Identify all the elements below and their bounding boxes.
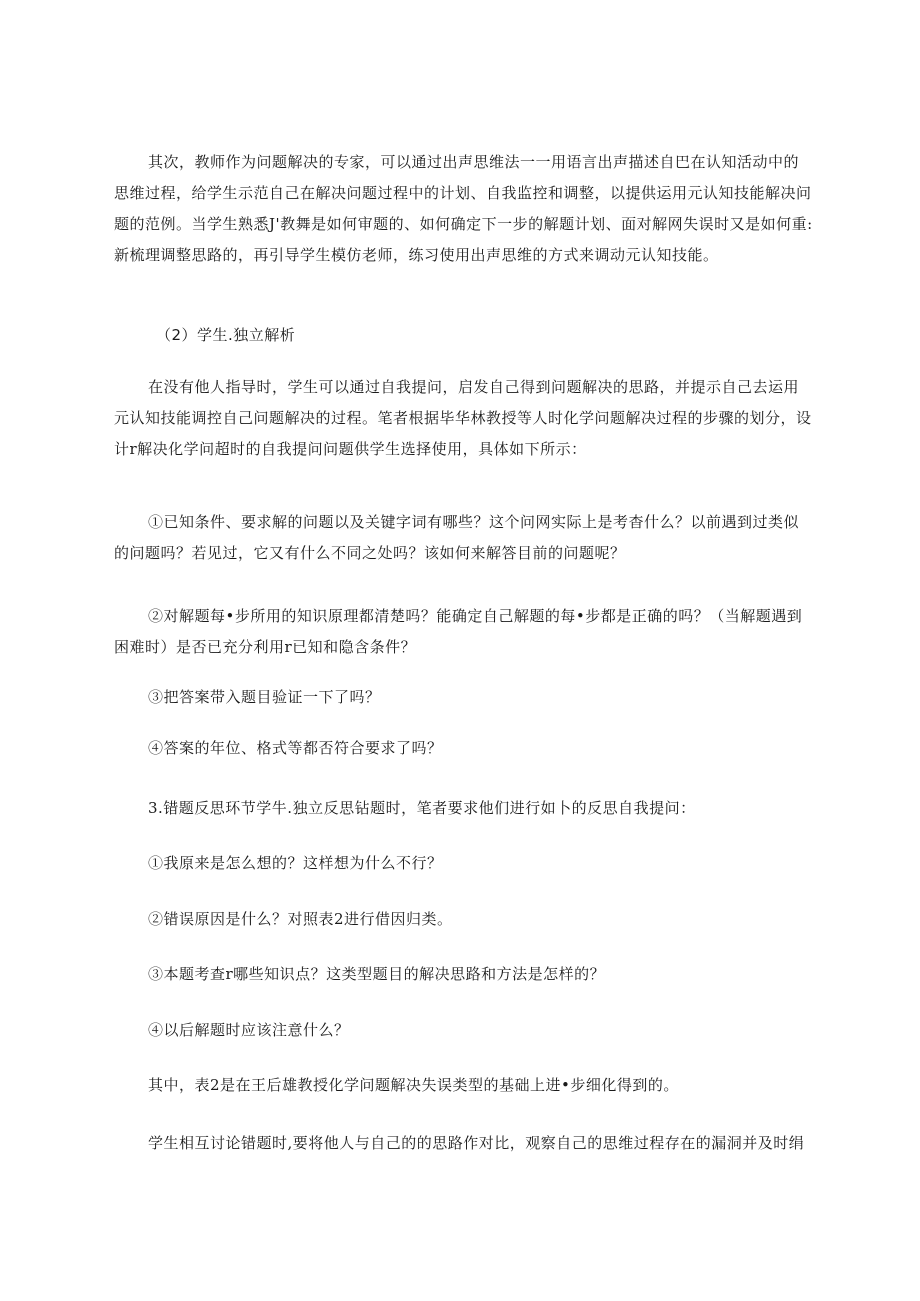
reflection-item-1: ①我原来是怎么想的？这样想为什么不行？ <box>148 854 443 872</box>
paragraph-peer-discussion: 学生相互讨论错题时,要将他人与自己的的思路作对比，观察自己的思维过程存在的漏洞并及时绢 <box>148 1134 805 1152</box>
question-item-4: ④答案的年位、格式等都否符合要求了吗？ <box>148 739 443 757</box>
reflection-item-4: ④以后解题时应该注意什么？ <box>148 1021 350 1039</box>
question-item-2: ②对解题每•步所用的知识原理都清楚吗？能确定自己解题的每•步都是正确的吗？（当解题遇到困难时）是否已充分利用r已知和隐含条件？ <box>114 607 803 656</box>
reflection-item-2: ②错误原因是什么？对照表2进行借因归类。 <box>148 910 453 928</box>
paragraph-self-questioning: 在没有他人指导时，学生可以通过自我提问，启发自己得到问题解决的思路，并提示自己去运用元认知技能调控自己问题解决的过程。笔者根据毕华林教授等人时化学问题解决过程的步骤的划分，设计r解决化学问超时的自我提问问题供学生选择使用，具体如下所示： <box>114 378 812 458</box>
question-item-3: ③把答案带入题目验证一下了吗？ <box>148 688 381 706</box>
section-heading-error-reflection: 3.错题反思环节学牛.独立反思钻题时，笔者要求他们进行如卜的反思自我提问： <box>148 799 696 817</box>
reflection-item-3: ③本题考查r哪些知识点？这类型题目的解决思路和方法是怎样的？ <box>148 965 606 983</box>
paragraph-table-note: 其中，表2是在王后雄教授化学问题解决失误类型的基础上进•步细化得到的。 <box>148 1076 679 1094</box>
paragraph-teacher-demonstration: 其次，教师作为问题解决的专家，可以通过出声思维法一一用语言出声描述自巴在认知活动中的思维过程，给学生示范自己在解决问题过程中的计划、自我监控和调整，以提供运用元认知技能解决问题的范例。当学生熟悉J'教舞是如何审题的、如何确定下一步的解题计划、面对解网失误时又是如何重:新梳理调整思路的，再引导学生模仿老师，练习使用出声思维的方式来调动元认知技能。 <box>114 153 813 264</box>
question-item-1: ①已知条件、要求解的问题以及关键字词有哪些？这个问网实际上是考杳什么？以前遇到过类似的问题吗？若见过，它又有什么不同之处吗？该如何来解答目前的问题呢？ <box>114 513 800 562</box>
subheading-student-analysis: （2）学生.独立解析 <box>156 326 296 344</box>
